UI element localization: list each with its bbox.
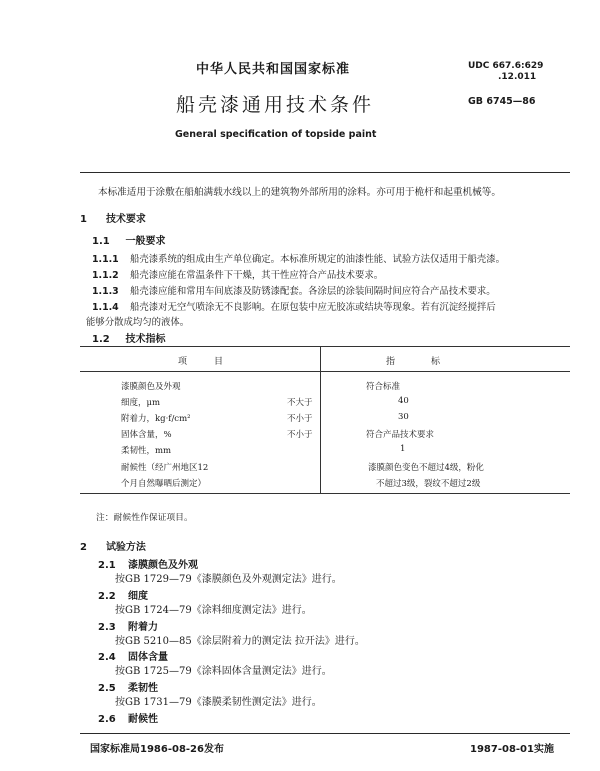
subsection-number: 2.3 [98, 622, 116, 633]
section-1-1-number: 1.1 [92, 236, 110, 247]
section-2-6-heading [98, 710, 158, 725]
table-header-index: 指 标 [386, 357, 441, 367]
row-value: 漆膜颜色变色不超过4级，粉化 [368, 463, 484, 473]
section-2-4-text: 按GB 1725—79《涂料固体含量测定法》进行。 [115, 666, 332, 677]
section-2-3-text: 按GB 5210—85《涂层附着力的测定法 拉开法》进行。 [115, 636, 365, 647]
header-divider [80, 172, 570, 173]
english-title: General specification of topside paint [175, 129, 377, 140]
main-title: 船壳漆通用技术条件 [176, 94, 375, 116]
subsection-number: 2.5 [98, 683, 116, 694]
table-column-divider [320, 346, 321, 493]
subsection-title: 耐候性 [128, 714, 158, 725]
row-item: 个月自然曝晒后测定） [121, 479, 207, 489]
section-1-1-title: 一般要求 [125, 236, 166, 247]
standard-category-title: 中华人民共和国国家标准 [196, 62, 351, 77]
row-item: 附着力，kg·f/cm² [121, 414, 191, 424]
section-2-1-text: 按GB 1729—79《漆膜颜色及外观测定法》进行。 [115, 574, 342, 585]
section-1-2-heading [92, 330, 165, 345]
section-1-number: 1 [80, 214, 87, 225]
subsection-title: 附着力 [128, 622, 158, 633]
item-text: 船壳漆对无空气喷涂无不良影响。在原包装中应无胶冻或结块等现象。若有沉淀经搅拌后 [130, 302, 496, 313]
udc-line-2: .12.011 [498, 72, 537, 82]
section-2-5-heading [98, 679, 158, 694]
footer-divider [80, 733, 570, 734]
section-1-title: 技术要求 [105, 214, 146, 225]
section-2-heading [80, 538, 146, 553]
row-item: 耐候性（经广州地区12 [121, 463, 209, 473]
table-header-rule [80, 371, 570, 372]
subsection-number: 2.6 [98, 714, 116, 725]
table-bottom-rule [80, 493, 570, 494]
subsection-title: 固体含量 [128, 652, 168, 663]
item-number: 1.1.1 [92, 254, 119, 265]
section-2-title: 试验方法 [105, 542, 146, 553]
row-value: 40 [398, 396, 409, 406]
subsection-title: 细度 [128, 591, 148, 602]
issue-date: 国家标准局1986-08-26发布 [90, 744, 224, 755]
section-2-3-heading [98, 618, 158, 633]
subsection-title: 漆膜颜色及外观 [128, 560, 198, 571]
effective-date: 1987-08-01实施 [470, 744, 554, 755]
subsection-number: 2.4 [98, 652, 116, 663]
table-header-item: 项 目 [178, 357, 224, 367]
item-number: 1.1.2 [92, 270, 119, 281]
row-item: 固体含量，% [121, 430, 172, 440]
udc-code [468, 61, 543, 83]
section-2-2-text: 按GB 1724—79《涂料细度测定法》进行。 [115, 605, 312, 616]
section-1-2-number: 1.2 [92, 334, 110, 345]
item-1-1-4 [92, 299, 496, 313]
subsection-number: 2.1 [98, 560, 116, 571]
item-number: 1.1.4 [92, 302, 119, 313]
table-note: 注：耐候性作保证项目。 [96, 513, 193, 523]
row-item: 柔韧性，mm [121, 446, 172, 456]
row-value: 1 [400, 444, 406, 454]
section-2-number: 2 [80, 542, 87, 553]
row-value: 符合标准 [366, 382, 401, 392]
gb-number: GB 6745—86 [468, 96, 536, 107]
row-value: 不超过3级，裂纹不超过2级 [376, 479, 481, 489]
udc-line-1: UDC 667.6:629 [468, 61, 544, 71]
row-qualifier: 不大于 [287, 398, 313, 408]
item-number: 1.1.3 [92, 286, 119, 297]
item-1-1-2 [92, 267, 383, 281]
item-1-1-4-continuation: 能够分散成均匀的液体。 [86, 317, 190, 328]
item-text: 船壳漆应能在常温条件下干燥，其干性应符合产品技术要求。 [130, 270, 384, 281]
row-item: 漆膜颜色及外观 [121, 382, 181, 392]
section-1-heading [80, 210, 146, 225]
section-1-2-title: 技术指标 [125, 334, 166, 345]
section-2-1-heading [98, 556, 198, 571]
item-1-1-3 [92, 283, 496, 297]
row-qualifier: 不小于 [287, 414, 313, 424]
item-text: 船壳漆应能和常用车间底漆及防锈漆配套。各涂层的涂装间隔时间应符合产品技术要求。 [130, 286, 496, 297]
subsection-title: 柔韧性 [128, 683, 158, 694]
section-2-4-heading [98, 648, 168, 663]
section-2-5-text: 按GB 1731—79《漆膜柔韧性测定法》进行。 [115, 697, 322, 708]
row-value: 30 [398, 412, 409, 422]
row-qualifier: 不小于 [287, 430, 313, 440]
row-item: 细度，μm [121, 398, 161, 408]
intro-paragraph: 本标准适用于涂敷在船舶满载水线以上的建筑物外部所用的涂料。亦可用于桅杆和起重机械等。 [98, 187, 501, 198]
item-text: 船壳漆系统的组成由生产单位确定。本标准所规定的油漆性能、试验方法仅适用于船壳漆。 [130, 254, 506, 265]
item-1-1-1 [92, 251, 505, 265]
row-value: 符合产品技术要求 [366, 430, 435, 440]
table-top-rule [80, 346, 570, 347]
section-1-1-heading [92, 232, 165, 247]
subsection-number: 2.2 [98, 591, 116, 602]
section-2-2-heading [98, 587, 148, 602]
